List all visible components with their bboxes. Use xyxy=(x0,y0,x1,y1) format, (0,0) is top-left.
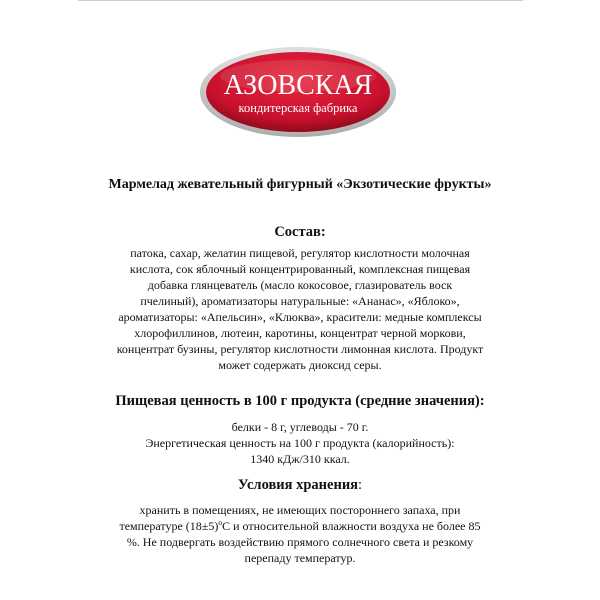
storage-heading-text: Условия хранения xyxy=(237,477,359,493)
product-title: Мармелад жевательный фигурный «Экзотические фрукты» xyxy=(108,177,492,192)
brand-logo xyxy=(199,46,397,138)
top-divider xyxy=(78,0,523,1)
logo-name: АЗОВСКАЯ xyxy=(223,70,373,101)
composition-line: добавка глянцеватель (масло кокосовое, глазирователь воск xyxy=(147,278,453,292)
composition-text xyxy=(98,245,502,373)
composition-line: концентрат бузины, регулятор кислотности лимонная кислота. Продукт xyxy=(116,342,484,356)
logo-subtitle: кондитерская фабрика xyxy=(238,101,358,115)
nutrition-line: Энергетическая ценность на 100 г продукта (калорийность): xyxy=(145,436,455,450)
storage-line: температуре (18±5)ºС и относительной влажности воздуха не более 85 xyxy=(119,519,481,533)
composition-line: ароматизаторы: «Апельсин», «Клюква», красители: медные комплексы xyxy=(118,310,482,324)
composition-line: хлорофиллинов, лютеин, каротины, концентрат черной моркови, xyxy=(134,326,466,340)
composition-line: патока, сахар, желатин пищевой, регулятор кислотности молочная xyxy=(130,246,470,260)
composition-line: пчелиный), ароматизаторы натуральные: «Ананас», «Яблоко», xyxy=(140,294,460,308)
composition-line: может содержать диоксид серы. xyxy=(218,358,382,372)
nutrition-text xyxy=(98,419,502,467)
storage-line: перепаду температур. xyxy=(244,551,356,565)
storage-line: хранить в помещениях, не имеющих постороннего запаха, при xyxy=(139,503,461,517)
nutrition-line: белки - 8 г, углеводы - 70 г. xyxy=(231,420,369,434)
storage-text xyxy=(98,502,502,566)
storage-line: %. Не подвергать воздействию прямого солнечного света и резкому xyxy=(126,535,474,549)
storage-heading-colon: : xyxy=(358,477,363,493)
composition-line: кислота, сок яблочный концентрированный, комплексная пищевая xyxy=(129,262,471,276)
storage-heading xyxy=(0,477,600,494)
nutrition-heading: Пищевая ценность в 100 г продукта (средние значения): xyxy=(115,393,485,409)
nutrition-line: 1340 кДж/310 ккал. xyxy=(250,452,350,466)
composition-heading: Состав: xyxy=(274,224,326,240)
